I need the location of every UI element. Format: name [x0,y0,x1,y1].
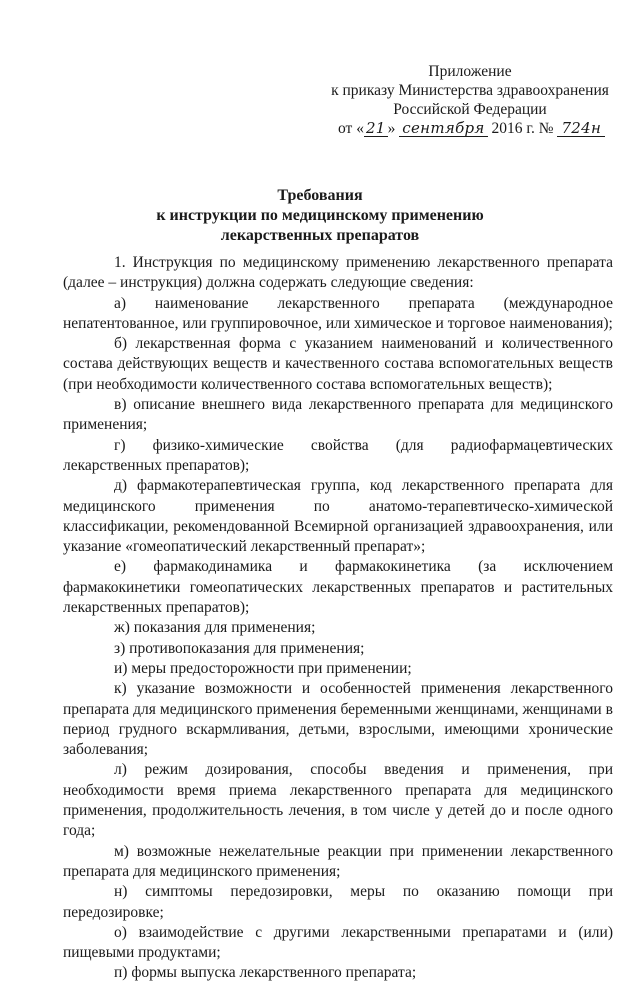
item-n: н) симптомы передозировки, меры по оказанию помощи при передозировке; [63,883,613,921]
title-line-3: лекарственных препаратов [220,227,420,244]
paragraph-1: 1. Инструкция по медицинскому применению лекарственного препарата (далее – инструкция) должна содержать следующие сведения: [63,254,613,292]
item-k: к) указание возможности и особенностей применения лекарственного препарата для медицинского применения беременными женщинами, женщинами в период грудного вскармливания, детьми, взрослыми, имеющими хронические заболевания; [63,680,613,759]
handwritten-order-number: 724н [557,121,605,137]
document-body [63,253,613,984]
year-and-number-label: 2016 г. № [491,120,554,137]
appendix-label: Приложение [428,63,512,80]
date-prefix: от « [338,120,364,137]
date-quote-close: » [387,120,396,137]
order-date-line [338,119,610,138]
item-e: е) фармакодинамика и фармакокинетика (за исключением фармакокинетики гомеопатических лекарственных препаратов и растительных лекарственных препаратов); [63,558,613,617]
item-v: в) описание внешнего вида лекарственного препарата для медицинского применения; [63,396,613,434]
item-z: з) противопоказания для применения; [114,639,365,657]
title-line-1: Требования [277,187,363,204]
item-g: г) физико-химические свойства (для радиофармацевтических лекарственных препаратов); [63,436,613,474]
item-i: и) меры предосторожности при применении; [114,659,412,677]
order-reference: к приказу Министерства здравоохранения [331,82,609,99]
item-a: а) наименование лекарственного препарата (международное непатентованное, или группировочное, или химическое и торговое наименования); [63,294,613,332]
handwritten-day: 21 [365,119,386,137]
handwritten-month: сентября [399,121,487,137]
item-p: п) формы выпуска лекарственного препарата; [114,964,417,982]
title-line-2: к инструкции по медицинскому применению [156,207,484,224]
item-o: о) взаимодействие с другими лекарственными препаратами и (или) пищевыми продуктами; [63,923,613,962]
item-zh: ж) показания для применения; [114,619,316,637]
item-b: б) лекарственная форма с указанием наименований и количественного состава действующих веществ и качественного состава вспомогательных веществ (при необходимости количественного состава вспомогательных веществ); [63,335,613,393]
item-l: л) режим дозирования, способы введения и применения, при необходимости время приема лекарственного препарата для медицинского применения, продолжительность лечения, в том числе у детей до и после одного года; [63,761,613,840]
item-d: д) фармакотерапевтическая группа, код лекарственного препарата для медицинского применения по анатомо-терапевтическо-химической классификации, рекомендованной Всемирной организацией здравоохранения, или указание «гомеопатический лекарственный препарат»; [63,477,613,556]
item-m: м) возможные нежелательные реакции при применении лекарственного препарата для медицинского применения; [63,842,613,880]
appendix-header [330,62,610,138]
document-title [0,186,640,246]
ministry-country: Российской Федерации [393,101,547,118]
